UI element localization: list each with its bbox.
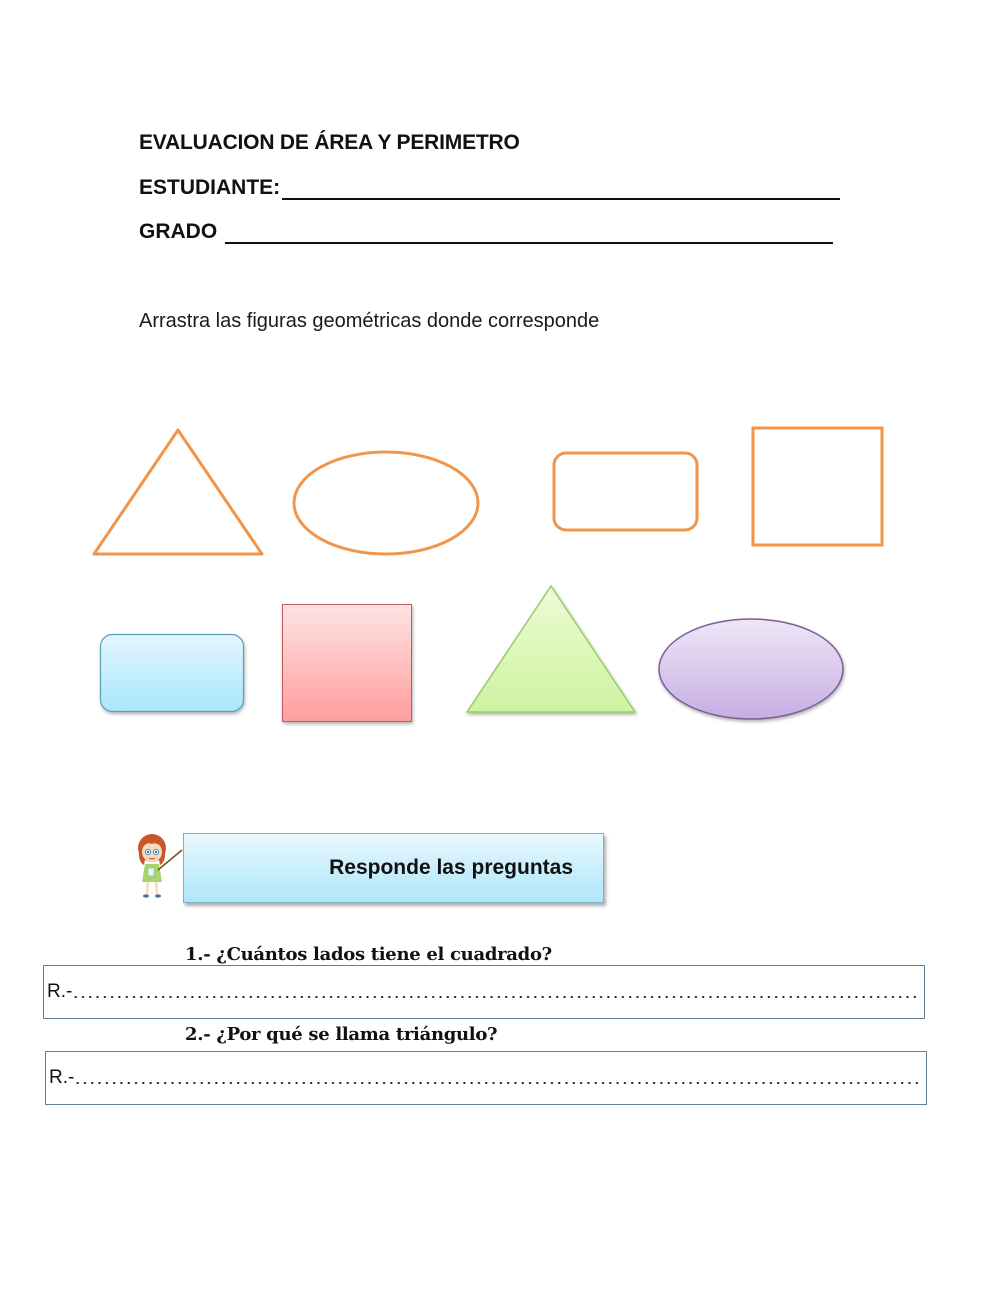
drop-target-triangle[interactable] [92,427,264,557]
answer-1-prefix: R.- [47,981,73,1002]
answer-1-dotted-line [72,996,920,998]
draggable-rounded-rectangle[interactable] [99,633,249,719]
answer-1-input[interactable] [43,965,925,1019]
section-banner [183,833,604,903]
section-banner-text: Responde las preguntas [329,856,573,879]
answer-2-dotted-line [74,1082,922,1084]
instructions-text: Arrastra las figuras geométricas donde corresponde [139,310,600,332]
draggable-triangle[interactable] [465,584,641,720]
student-label: ESTUDIANTE: [139,176,281,199]
drop-target-square[interactable] [751,426,885,548]
draggable-ellipse[interactable] [657,617,849,727]
student-name-blank [282,180,840,200]
answer-2-input[interactable] [45,1051,927,1105]
grade-label: GRADO [139,220,218,243]
grade-blank [225,224,833,244]
drop-target-rounded-rectangle[interactable] [552,451,700,533]
worksheet-title: EVALUACION DE ÁREA Y PERIMETRO [139,131,520,154]
question-1: 1.- ¿Cuántos lados tiene el cuadrado? [185,944,552,965]
drop-target-ellipse[interactable] [292,450,480,556]
grade-field [139,220,833,244]
student-field [139,176,840,200]
answer-2-prefix: R.- [49,1067,75,1088]
question-2: 2.- ¿Por qué se llama triángulo? [185,1024,498,1045]
draggable-square[interactable] [281,603,417,729]
teacher-illustration-icon [136,832,184,900]
